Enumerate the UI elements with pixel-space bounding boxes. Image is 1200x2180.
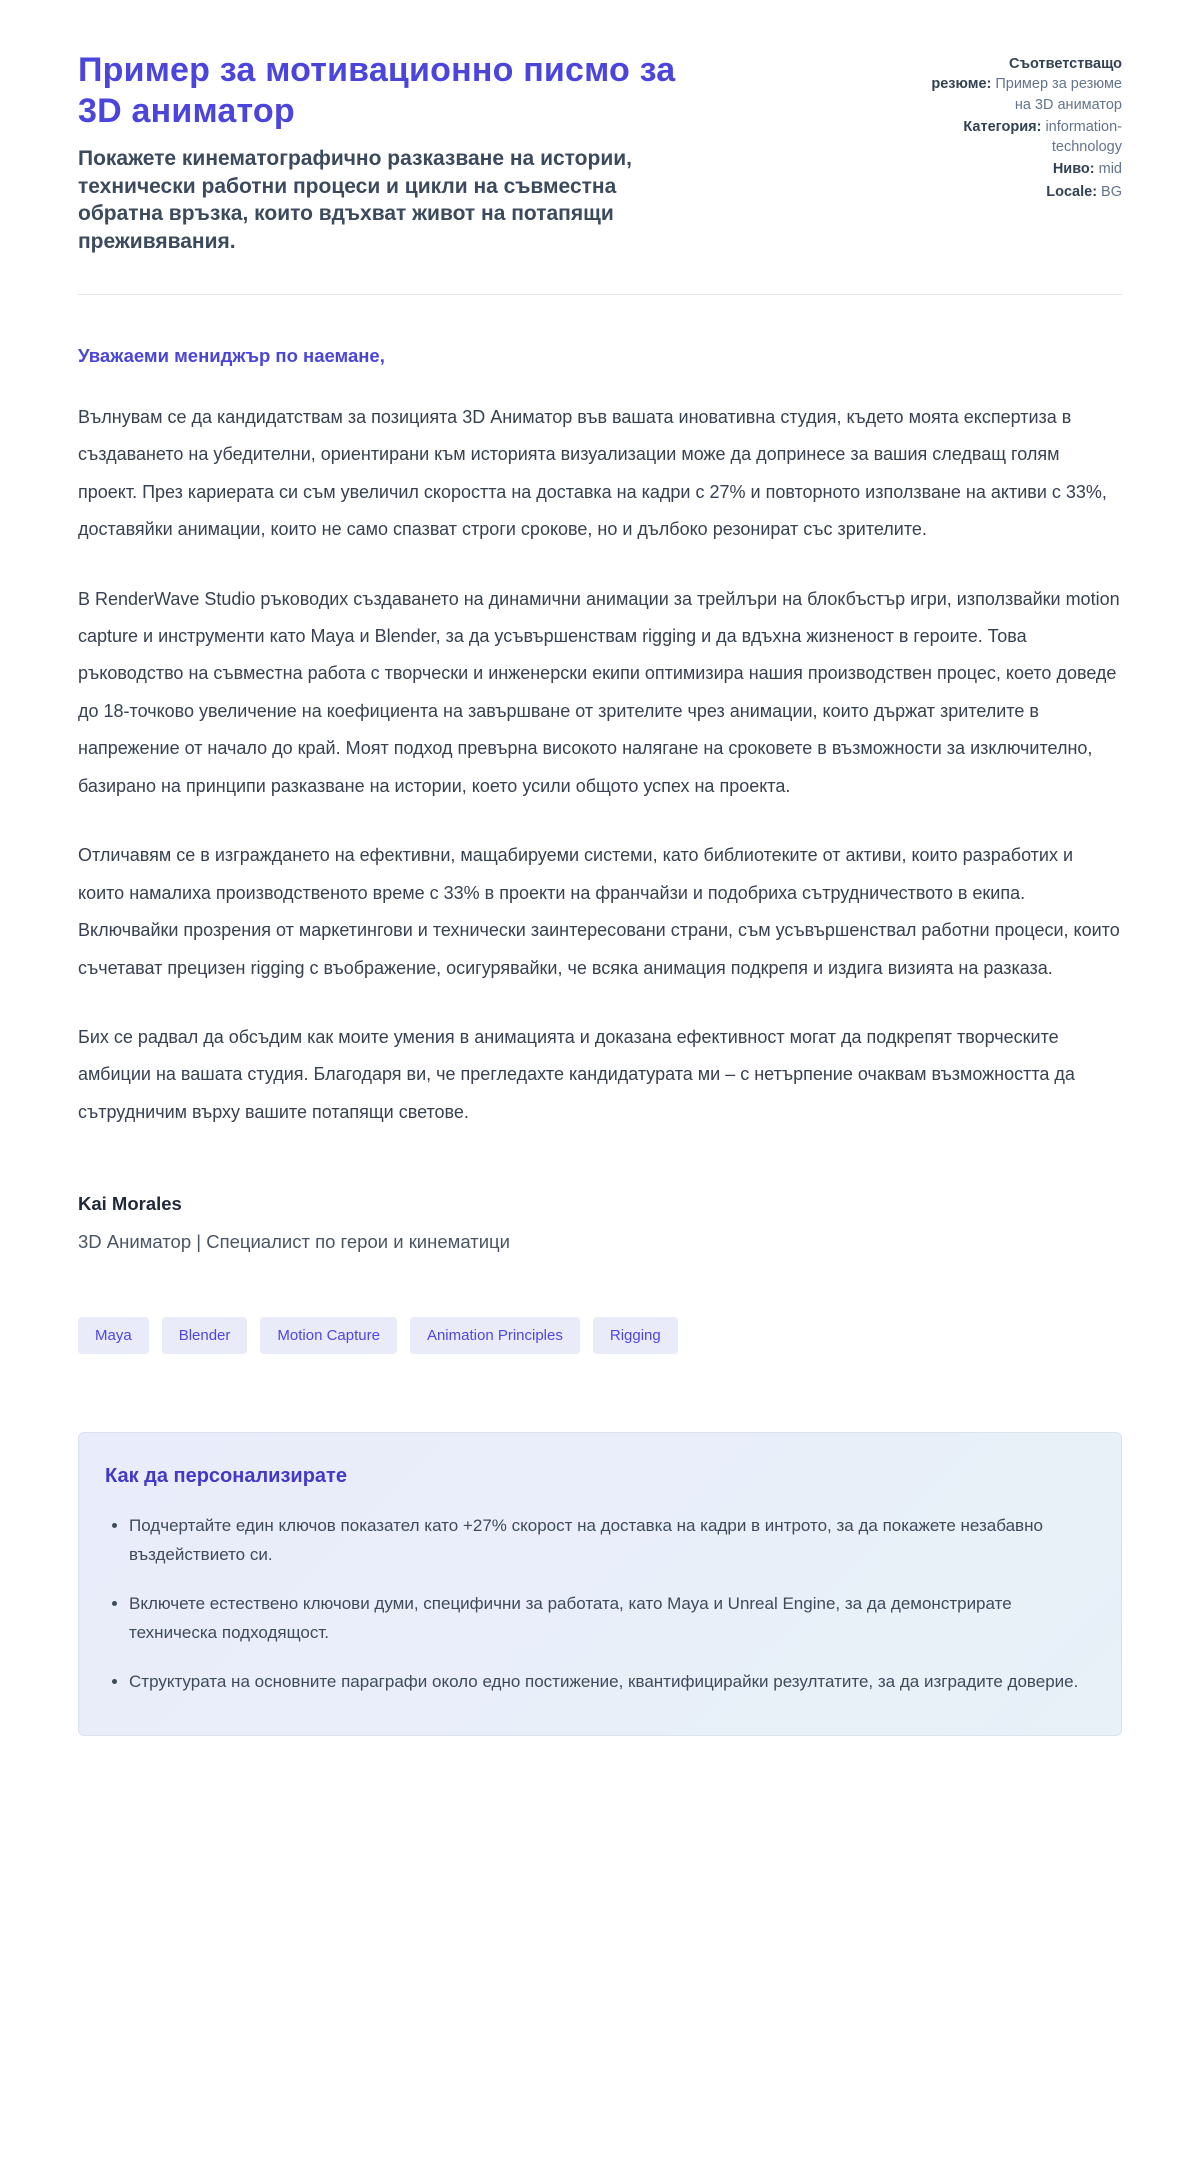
tip-item: • Включете естествено ключови думи, специфични за работата, като Maya и Unreal Engine, за да демонстрирате техническа подходящост. [129,1590,1089,1648]
meta-matching-resume [912,54,1122,115]
skill-tag: Blender [162,1317,248,1354]
letter-paragraph: В RenderWave Studio ръководих създаването на динамични анимации за трейлъри на блокбъстър игри, използвайки motion capture и инструменти като Maya и Blender, за да усъвършенствам rigging и да вдъхна жизненост в героите. Това ръководство на съвместна работа с творчески и инженерски екипи оптимизира нашия производствен процес, което доведе до 18-точково увеличение на коефициента на завършване от зрителите чрез анимации, които държат зрителите в напрежение от начало до край. Моят подход превърна високото налягане на сроковете в възможности за изключително, базирано на принципи разказване на истории, което усили общото успех на проекта. [78,588,1120,796]
meta-label: Категория: [963,118,1042,135]
skill-tag: Animation Principles [410,1317,580,1354]
skill-tag: Motion Capture [260,1317,397,1354]
letter-greeting: Уважаеми мениджър по наемане, [78,344,385,366]
meta-label: Ниво: [1052,161,1095,178]
skill-tag: Maya [78,1317,149,1354]
meta-level [912,159,1122,179]
tips-title: Как да персонализирате [105,1465,347,1488]
header [78,50,1122,256]
meta-value: BG [1101,183,1122,200]
personalization-tips-box [78,1432,1122,1735]
letter-body [78,345,1122,1253]
header-title-block [78,50,698,256]
page-title: Пример за мотивационно писмо за 3D аниматор [78,51,676,131]
meta-label: Locale: [1046,183,1098,200]
letter-paragraph: Отличавям се в изграждането на ефективни, мащабируеми системи, като библиотеките от активи, които разработих и които намалиха производственото време с 33% в проекти на франчайзи и подобриха сътрудничеството в екипа. Включвайки прозрения от маркетингови и технически заинтересовани страни, съм усъвършенствал работни процеси, които съчетават прецизен rigging с въображение, осигурявайки, че всяка анимация подкрепя и издига визията на разказа. [78,845,1120,978]
tip-item: • Структурата на основните параграфи около едно постижение, квантифицирайки резултатите, за да изградите доверие. [129,1668,1089,1697]
meta-value: mid [1098,161,1122,178]
signature-name: Kai Morales [78,1193,182,1215]
meta-category [912,117,1122,158]
letter-paragraph: Бих се радвал да обсъдим как моите умения в анимацията и доказана ефективност могат да подкрепят творческите амбиции на вашата студия. Благодаря ви, че прегледахте кандидатурата ми – с нетърпение очаквам възможността да сътрудничим върху вашите потапящи светове. [78,1026,1075,1122]
meta-panel [912,50,1122,204]
letter-paragraph: Вълнувам се да кандидатствам за позицията 3D Аниматор във вашата иновативна студия, където моята експертиза в създаването на убедителни, ориентирани към историята визуализации може да допринесе за вашия следващ голям проект. През кариерата си съм увеличил скоростта на доставка на кадри с 27% и повторното използване на активи с 33%, доставяйки анимации, които не само спазват строги срокове, но и дълбоко резонират със зрителите. [78,406,1107,540]
page-subtitle: Покажете кинематографично разказване на истории, технически работни процеси и цикли на съвместна обратна връзка, които вдъхват живот на потапящи преживявания. [78,146,632,254]
signature-role: 3D Аниматор | Специалист по герои и кинематици [78,1231,510,1253]
header-divider [78,294,1122,295]
tip-item: • Подчертайте един ключов показател като +27% скорост на доставка на кадри в интрото, за да покажете незабавно въздействието си. [129,1512,1089,1570]
skill-tag: Rigging [593,1317,678,1354]
meta-label: Съответстващо резюме: [931,56,1122,93]
meta-value: information-technology [1045,118,1122,156]
meta-value: Пример за резюме на 3D аниматор [995,76,1122,113]
skill-tag-list [78,1317,1122,1354]
meta-locale [912,182,1122,202]
tips-list [105,1512,1095,1696]
